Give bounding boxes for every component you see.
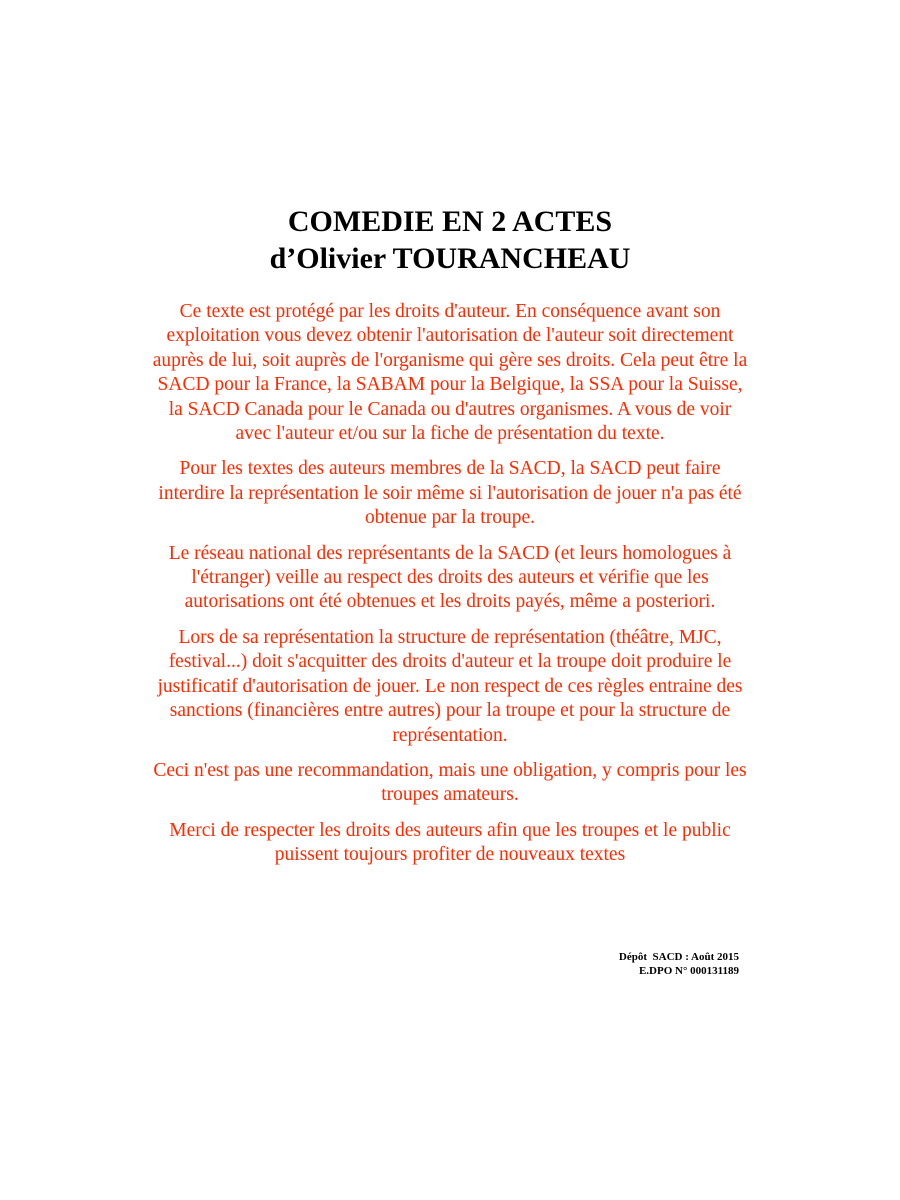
page-title — [0, 203, 900, 277]
notice-paragraph: Pour les textes des auteurs membres de la SACD, la SACD peut faire interdire la représentation le soir même si l'autorisation de jouer n'a pas été obtenue par la troupe. — [158, 458, 742, 529]
title-play-type: COMEDIE EN 2 ACTES — [287, 205, 613, 238]
deposit-date: Dépôt SACD : Août 2015 — [618, 951, 739, 963]
title-author: d’Olivier TOURANCHEAU — [269, 242, 631, 275]
deposit-number: E.DPO N° 000131189 — [638, 965, 739, 977]
notice-paragraph: Le réseau national des représentants de la SACD (et leurs homologues à l'étranger) veille au respect des droits des auteurs et vérifie que les autorisations ont été obtenues et les droits payés, même a posteriori. — [168, 542, 732, 613]
notice-paragraph: Lors de sa représentation la structure de représentation (théâtre, MJC, festival...) doit s'acquitter des droits d'auteur et la troupe doit produire le justificatif d'autorisation de jouer. Le non respect de ces règles entraine des sanctions (financières entre autres) pour la troupe et pour la structure de représentation. — [157, 626, 743, 746]
deposit-info — [619, 950, 739, 978]
notice-paragraph: Ce texte est protégé par les droits d'auteur. En conséquence avant son exploitation vous devez obtenir l'autorisation de l'auteur soit directement auprès de lui, soit auprès de l'organisme qui gère ses droits. Cela peut être la SACD pour la France, la SABAM pour la Belgique, la SSA pour la Suisse, la SACD Canada pour le Canada ou d'autres organismes. A vous de voir avec l'auteur et/ou sur la fiche de présentation du texte. — [152, 301, 748, 445]
copyright-notice — [150, 300, 750, 879]
notice-paragraph: Ceci n'est pas une recommandation, mais une obligation, y compris pour les troupes amateurs. — [153, 759, 747, 806]
notice-paragraph: Merci de respecter les droits des auteurs afin que les troupes et le public puissent toujours profiter de nouveaux textes — [169, 819, 731, 866]
